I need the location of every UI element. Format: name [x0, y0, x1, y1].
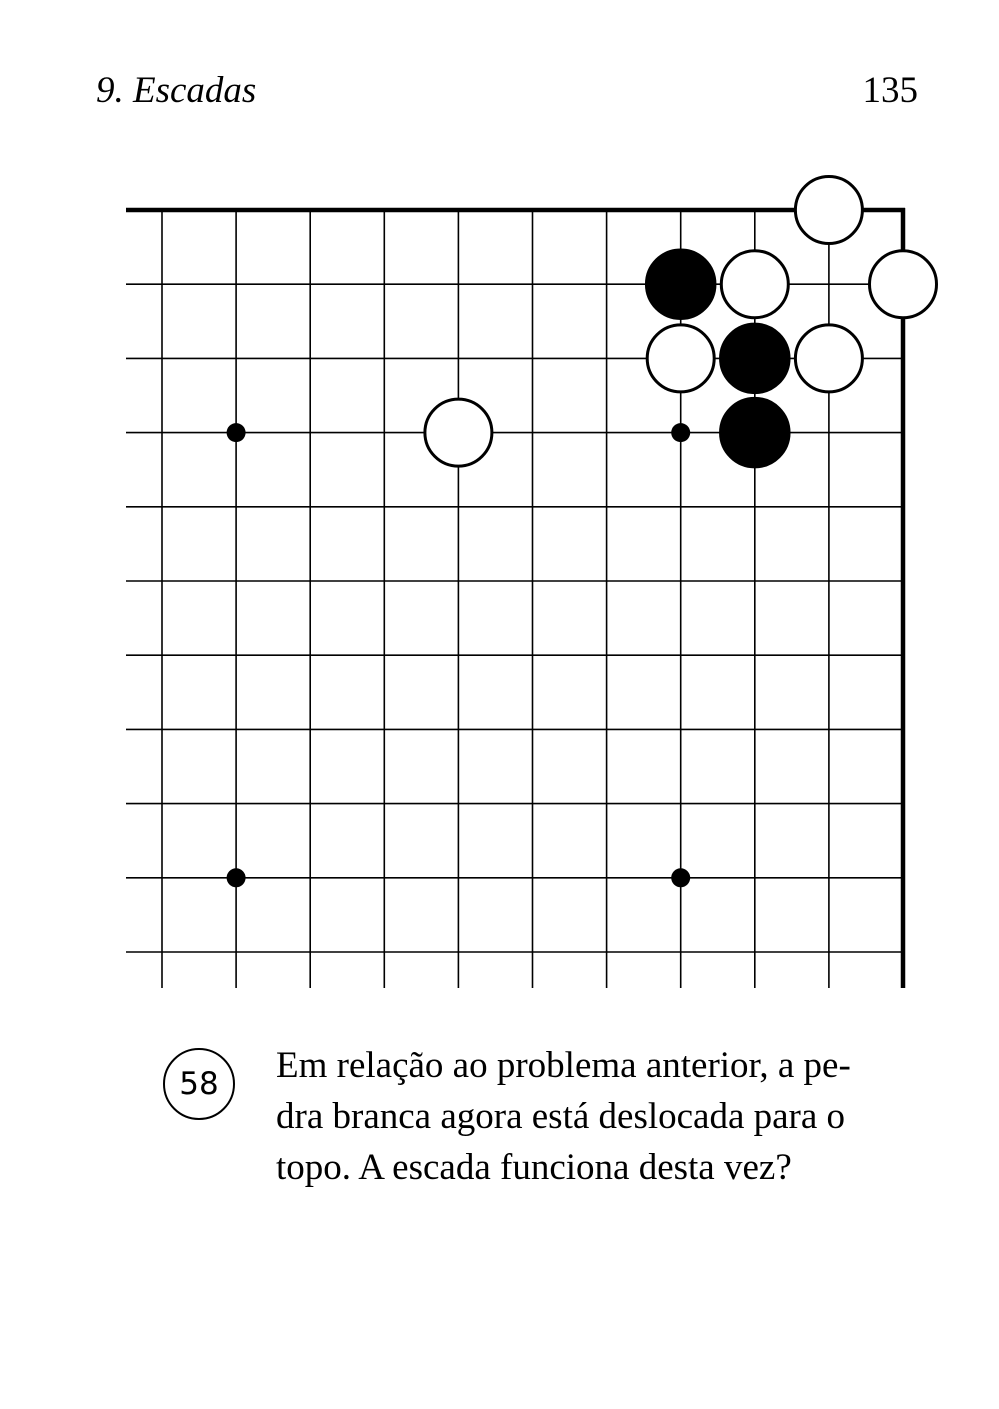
white-stone — [647, 325, 714, 392]
chapter-title: 9. Escadas — [96, 70, 257, 111]
star-point — [227, 423, 246, 442]
white-stone — [795, 177, 862, 244]
black-stone — [720, 324, 789, 393]
white-stone — [721, 251, 788, 318]
white-stone — [870, 251, 937, 318]
problem-text-line: Em relação ao problema anterior, a pe- — [276, 1045, 851, 1086]
page-number: 135 — [862, 70, 918, 111]
white-stone — [425, 399, 492, 466]
star-point — [227, 868, 246, 887]
black-stone — [646, 250, 715, 319]
black-stone — [720, 398, 789, 467]
problem-text-line: dra branca agora está deslocada para o — [276, 1096, 846, 1137]
problem-text-line: topo. A escada funciona desta vez? — [276, 1147, 792, 1188]
problem-text — [276, 1040, 876, 1193]
problem-number-badge: 58 — [163, 1048, 235, 1120]
star-point — [671, 868, 690, 887]
white-stone — [795, 325, 862, 392]
star-point — [671, 423, 690, 442]
